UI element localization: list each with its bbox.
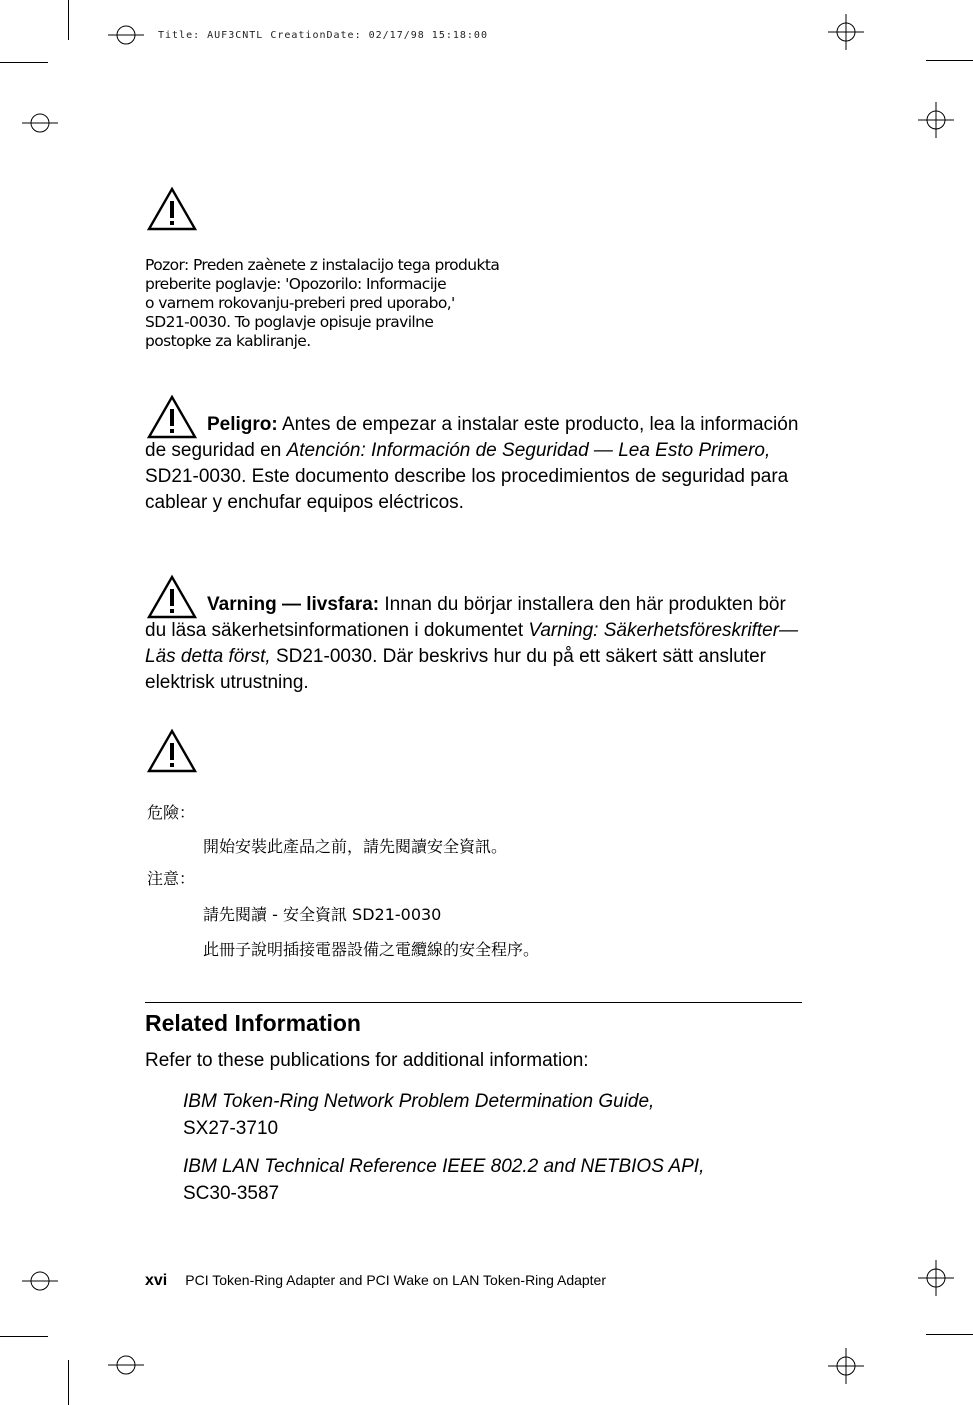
chinese-caution-line: 請先閱讀 - 安全資訊 SD21-0030 [203, 905, 442, 924]
publication-title: IBM LAN Technical Reference IEEE 802.2 and NETBIOS API, [183, 1156, 705, 1177]
registration-mark-bottom-right [828, 1348, 864, 1384]
publication-number: SC30-3587 [183, 1183, 280, 1204]
publication-entry [183, 1088, 803, 1142]
swedish-warning-text: Innan du börjar installera den här produkten bör du läsa säkerhetsinformationen i dokumentet [145, 594, 786, 641]
registration-mark-right-lower [918, 1260, 954, 1296]
chinese-danger-text: 開始安裝此產品之前，請先閱讀安全資訊。 [203, 837, 508, 856]
publication-number: SX27-3710 [183, 1118, 279, 1139]
chinese-danger-label: 危險： [147, 803, 196, 822]
spanish-warning-label: Peligro: [207, 414, 278, 435]
swedish-warning-label: Varning — livsfara: [207, 594, 380, 615]
publication-title: IBM Token-Ring Network Problem Determination Guide, [183, 1091, 655, 1112]
print-slug: Title: AUF3CNTL CreationDate: 02/17/98 15:18:00 [158, 30, 488, 41]
footer-title: PCI Token-Ring Adapter and PCI Wake on LAN Token-Ring Adapter [185, 1272, 607, 1288]
registration-mark-top-right [828, 14, 864, 50]
spanish-warning [145, 412, 805, 516]
chinese-caution-line: 此冊子說明插接電器設備之電纜線的安全程序。 [203, 940, 540, 959]
registration-mark-bottom-left [108, 1352, 144, 1378]
section-intro: Refer to these publications for additional information: [145, 1050, 589, 1071]
warning-triangle-icon [146, 186, 198, 232]
trim-line-top-left [0, 62, 48, 63]
page-number: xvi [145, 1272, 168, 1289]
swedish-warning [145, 592, 805, 696]
trim-line-top-right [926, 60, 973, 61]
registration-mark-left-lower [22, 1268, 58, 1294]
slovene-line: o varnem rokovanju-preberi pred uporabo,' [145, 294, 455, 312]
section-divider [145, 1002, 802, 1003]
spanish-warning-text: Antes de empezar a instalar este producto, lea la información de seguridad en [145, 414, 799, 461]
spanish-warning-text: SD21-0030. Este documento describe los procedimientos de seguridad para cablear y enchufar equipos eléctricos. [145, 466, 789, 513]
spanish-warning-doc-title: Atención: Información de Seguridad — Lea Esto Primero, [286, 440, 771, 461]
registration-mark-top-left [108, 22, 144, 48]
registration-mark-left-upper [22, 110, 58, 136]
section-heading: Related Information [145, 1010, 361, 1036]
publication-entry [183, 1153, 803, 1207]
registration-mark-right-upper [918, 102, 954, 138]
swedish-warning-text: SD21-0030. Där beskrivs hur du på ett säkert sätt ansluter elektrisk utrustning. [145, 646, 766, 693]
slovene-line: preberite poglavje: 'Opozorilo: Informacije [145, 275, 447, 293]
trim-line-bottom-left [0, 1336, 48, 1337]
page-footer [145, 1272, 606, 1290]
trim-line-bottom-right [926, 1334, 973, 1335]
trim-line-left-bottom [68, 1360, 69, 1405]
slovene-warning [145, 256, 665, 351]
trim-line-left-top [68, 0, 69, 40]
slovene-line: postopke za kabliranje. [145, 332, 311, 350]
chinese-caution-label: 注意： [147, 869, 196, 888]
warning-triangle-icon [146, 728, 198, 774]
swedish-warning-doc-title: Varning: Säkerhetsföreskrifter— Läs detta först, [145, 620, 799, 667]
slovene-line: Pozor: Preden zaènete z instalacijo tega produkta [145, 256, 500, 274]
slovene-line: SD21-0030. To poglavje opisuje pravilne [145, 313, 434, 331]
